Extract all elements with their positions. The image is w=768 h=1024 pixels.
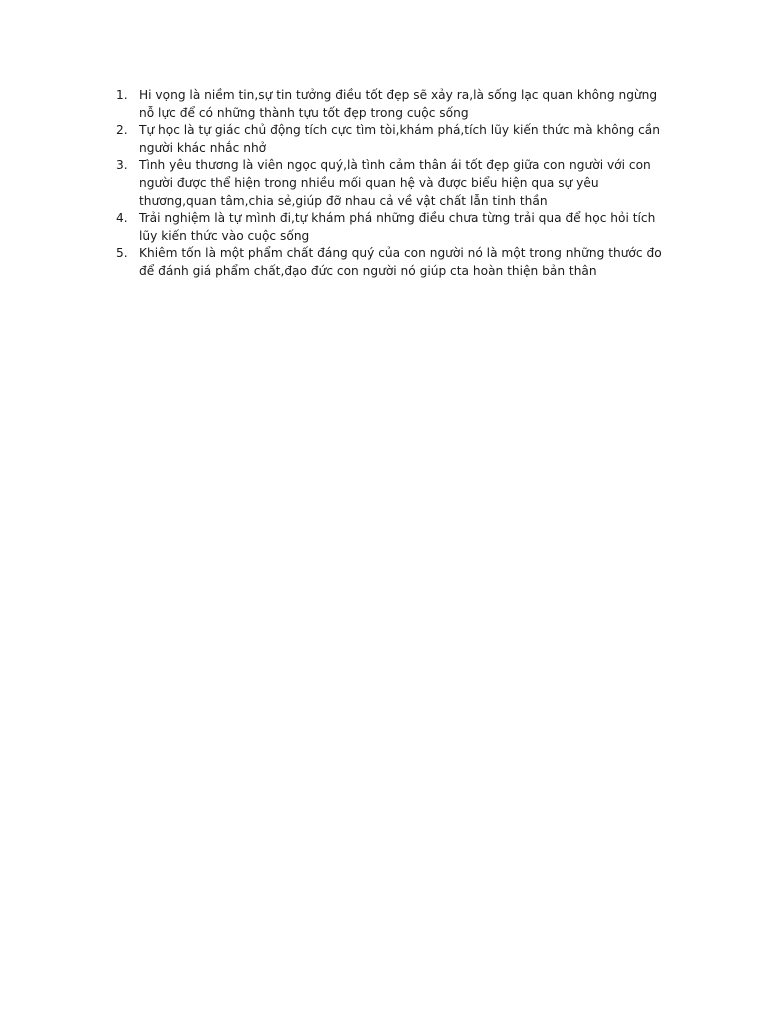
list-item-number: 5.	[116, 246, 128, 261]
list-item-text: Khiêm tốn là một phẩm chất đáng quý của con người nó là một trong những thước đo để đánh giá phẩm chất,đạo đức con người nó giúp cta hoàn thiện bản thân	[139, 246, 662, 278]
list-item-text: Hi vọng là niềm tin,sự tin tưởng điều tốt đẹp sẽ xảy ra,là sống lạc quan không ngừng nỗ lực để có những thành tựu tốt đẹp trong cuộc sống	[139, 88, 658, 120]
list-item-text: Tự học là tự giác chủ động tích cực tìm tòi,khám phá,tích lũy kiến thức mà không cần người khác nhắc nhở	[139, 123, 660, 155]
list-item-number: 3.	[116, 158, 128, 173]
list-item-4	[110, 210, 675, 245]
list-item-text: Tình yêu thương là viên ngọc quý,là tình cảm thân ái tốt đẹp giữa con người với con người được thể hiện trong nhiều mối quan hệ và được biểu hiện qua sự yêu thương,quan tâm,chia sẻ,giúp đỡ nhau cả về vật chất lẫn tinh thần	[139, 158, 651, 208]
list-item-3	[110, 157, 675, 210]
list-item-1	[110, 87, 675, 122]
list-item-text: Trải nghiệm là tự mình đi,tự khám phá những điều chưa từng trải qua để học hỏi tích lũy kiến thức vào cuộc sống	[139, 211, 656, 243]
list-item-number: 2.	[116, 123, 128, 138]
numbered-list	[110, 87, 675, 281]
list-item-number: 4.	[116, 211, 128, 226]
list-item-5	[110, 245, 675, 280]
list-item-number: 1.	[116, 88, 128, 102]
list-item-2	[110, 122, 675, 157]
